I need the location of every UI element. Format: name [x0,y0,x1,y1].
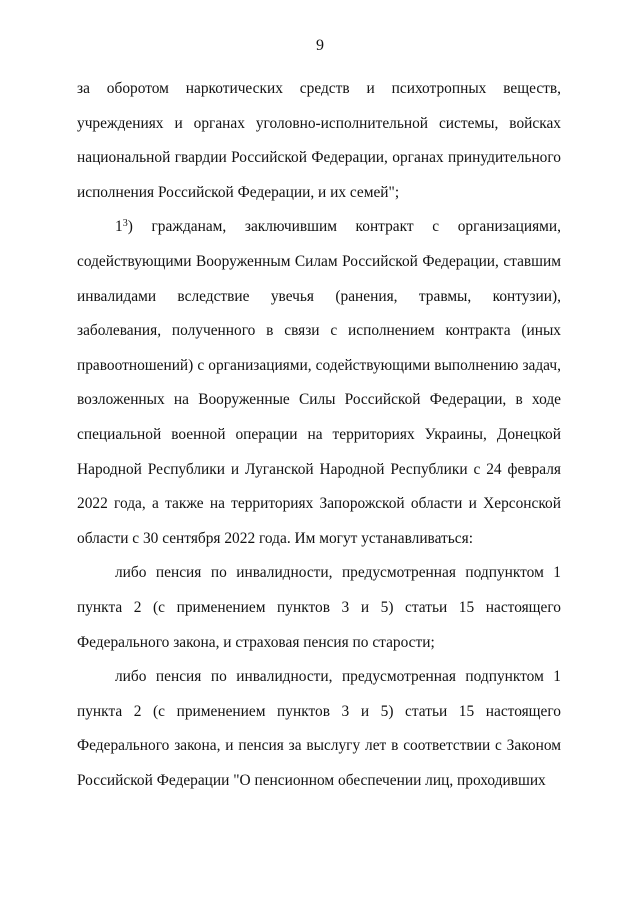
paragraph-item-1-3 [77,210,561,556]
item-number-base: 1 [115,218,123,236]
paragraph-continuation: за оборотом наркотических средств и психотропных веществ, учреждениях и органах уголовно-исполнительной системы, войсках национальной гвардии Российской Федерации, органах принудительного исполнения Российской Федерации, и их семей"; [77,80,561,201]
document-body [77,72,561,798]
item-text: гражданам, заключившим контракт с организациями, содействующими Вооруженным Силам Российской Федерации, ставшим инвалидами вследствие увечья (ранения, травмы, контузии), заболевания, полученного в связи с исполнением контракта (иных правоотношений) с организациями, содействующими выполнению задач, возложенных на Вооруженные Силы Российской Федерации, в ходе специальной военной операции на территориях Украины, Донецкой Народной Республики и Луганской Народной Республики с 24 февраля 2022 года, а также на территориях Запорожской области и Херсонской области с 30 сентября 2022 года. Им могут устанавливаться: [77,218,561,547]
paragraph-option-2: либо пенсия по инвалидности, предусмотренная подпунктом 1 пункта 2 (с применением пунктов 3 и 5) статьи 15 настоящего Федерального закона, и пенсия за выслугу лет в соответствии с Законом Российской Федерации "О пенсионном обеспечении лиц, проходивших [77,668,561,789]
item-number-close: ) [127,218,133,236]
item-number-superscript: 3 [122,218,128,230]
page-number: 9 [316,37,324,54]
paragraph-option-1: либо пенсия по инвалидности, предусмотренная подпунктом 1 пункта 2 (с применением пунктов 3 и 5) статьи 15 настоящего Федерального закона, и страховая пенсия по старости; [77,564,561,651]
